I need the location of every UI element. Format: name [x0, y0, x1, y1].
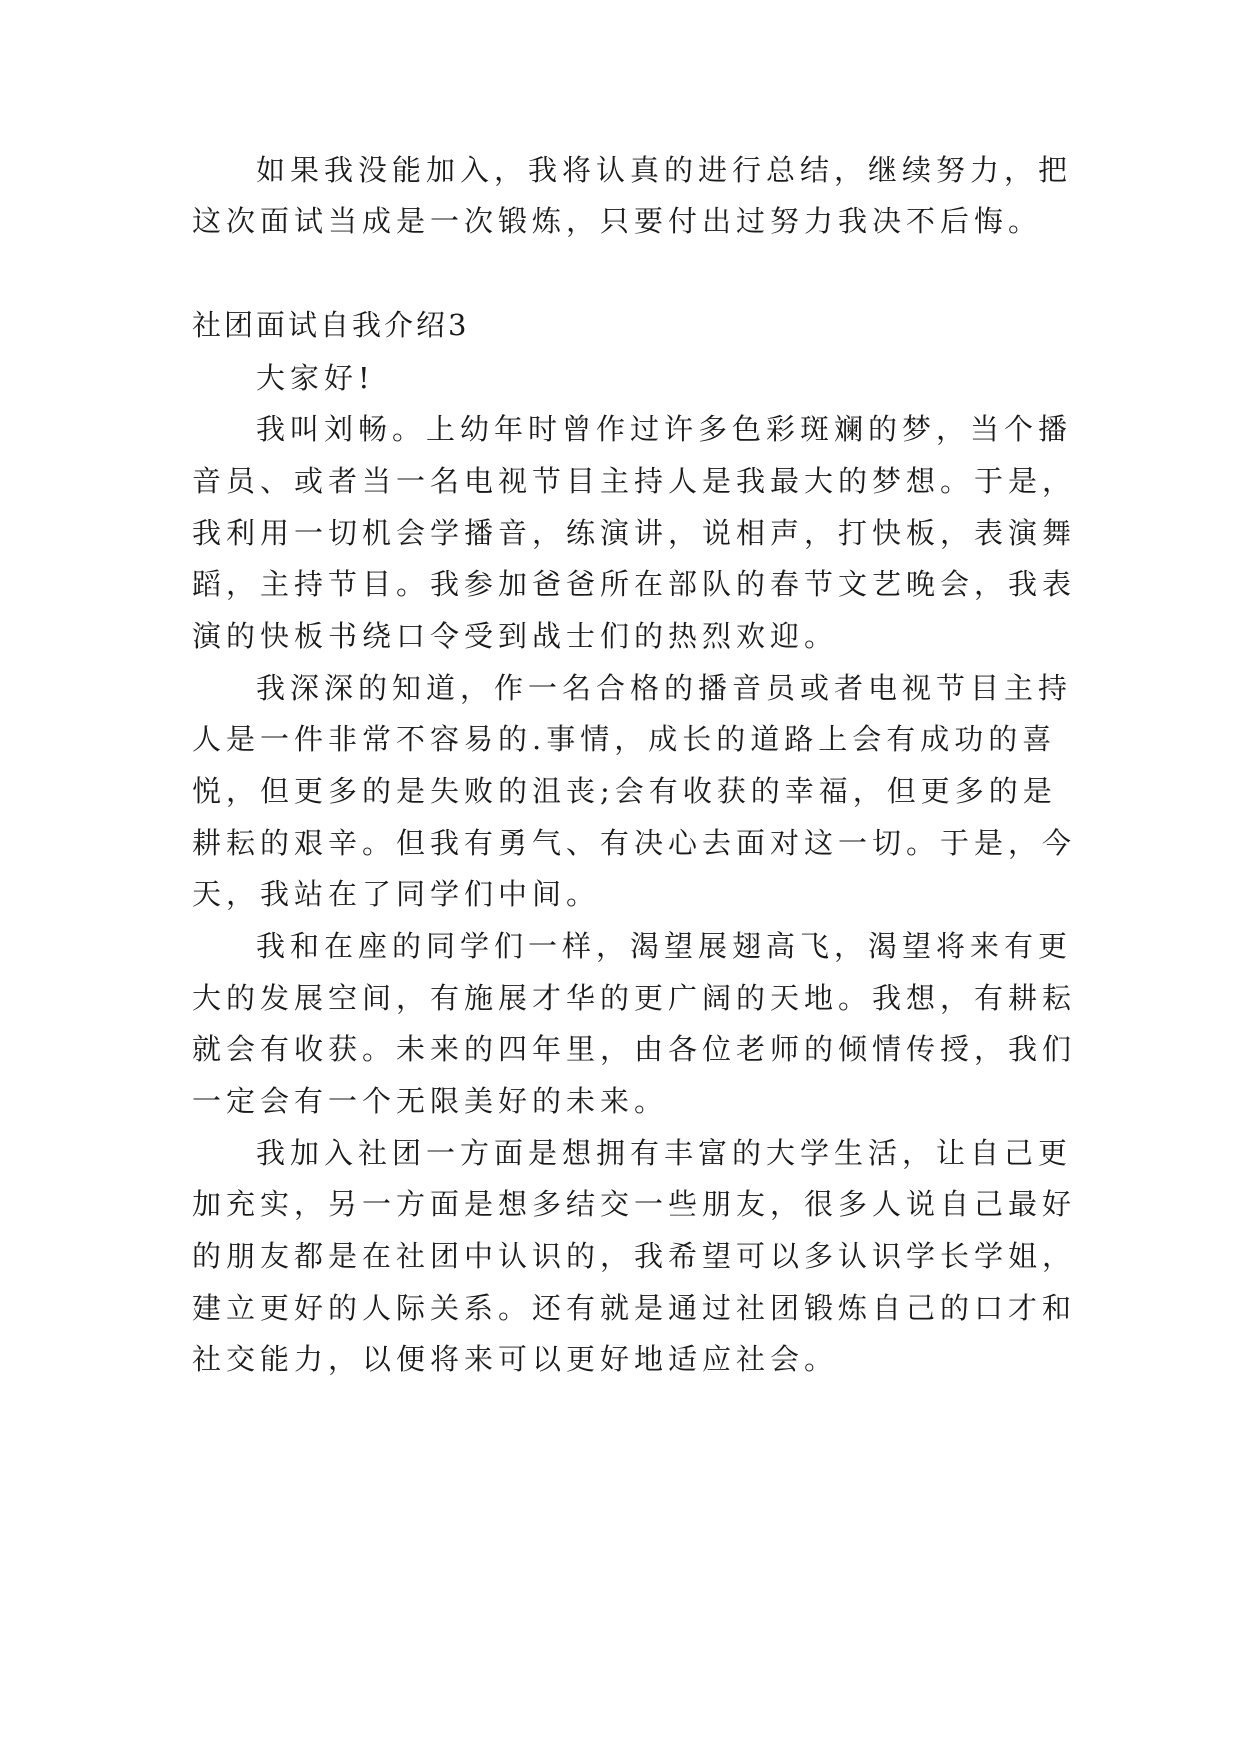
paragraph-line: 天，我站在了同学们中间。: [192, 877, 601, 911]
greeting: 大家好!: [256, 361, 375, 395]
paragraph-line: 建立更好的人际关系。还有就是通过社团锻炼自己的口才和: [192, 1291, 1077, 1325]
paragraph-line: 我利用一切机会学播音，练演讲，说相声，打快板，表演舞: [192, 516, 1077, 550]
paragraph-line: 一定会有一个无限美好的未来。: [192, 1084, 669, 1118]
paragraph-line: 演的快板书绕口令受到战士们的热烈欢迎。: [192, 619, 839, 653]
paragraph-line: 加充实，另一方面是想多结交一些朋友，很多人说自己最好: [192, 1187, 1077, 1221]
section-heading: 社团面试自我介绍3: [192, 308, 470, 342]
paragraph-line: 我叫刘畅。上幼年时曾作过许多色彩斑斓的梦，当个播: [256, 412, 1073, 446]
paragraph-line: 耕耘的艰辛。但我有勇气、有决心去面对这一切。于是，今: [192, 826, 1077, 860]
paragraph-line: 音员、或者当一名电视节目主持人是我最大的梦想。于是，: [192, 464, 1077, 498]
paragraph-line: 社交能力，以便将来可以更好地适应社会。: [192, 1342, 839, 1376]
paragraph-line: 我深深的知道，作一名合格的播音员或者电视节目主持: [256, 671, 1073, 705]
paragraph-line: 这次面试当成是一次锻炼，只要付出过努力我决不后悔。: [192, 204, 1043, 238]
paragraph-line: 我和在座的同学们一样，渴望展翅高飞，渴望将来有更: [256, 929, 1073, 963]
paragraph-line: 悦，但更多的是失败的沮丧;会有收获的幸福，但更多的是: [192, 774, 1057, 808]
paragraph-line: 人是一件非常不容易的.事情，成长的道路上会有成功的喜: [192, 722, 1057, 756]
paragraph-line: 的朋友都是在社团中认识的，我希望可以多认识学长学姐，: [192, 1239, 1077, 1273]
paragraph-line: 大的发展空间，有施展才华的更广阔的天地。我想，有耕耘: [192, 981, 1077, 1015]
paragraph-line: 我加入社团一方面是想拥有丰富的大学生活，让自己更: [256, 1136, 1073, 1170]
paragraph-line: 就会有收获。未来的四年里，由各位老师的倾情传授，我们: [192, 1032, 1077, 1066]
paragraph-line: 如果我没能加入，我将认真的进行总结，继续努力，把: [256, 153, 1073, 187]
paragraph-line: 蹈，主持节目。我参加爸爸所在部队的春节文艺晚会，我表: [192, 567, 1077, 601]
